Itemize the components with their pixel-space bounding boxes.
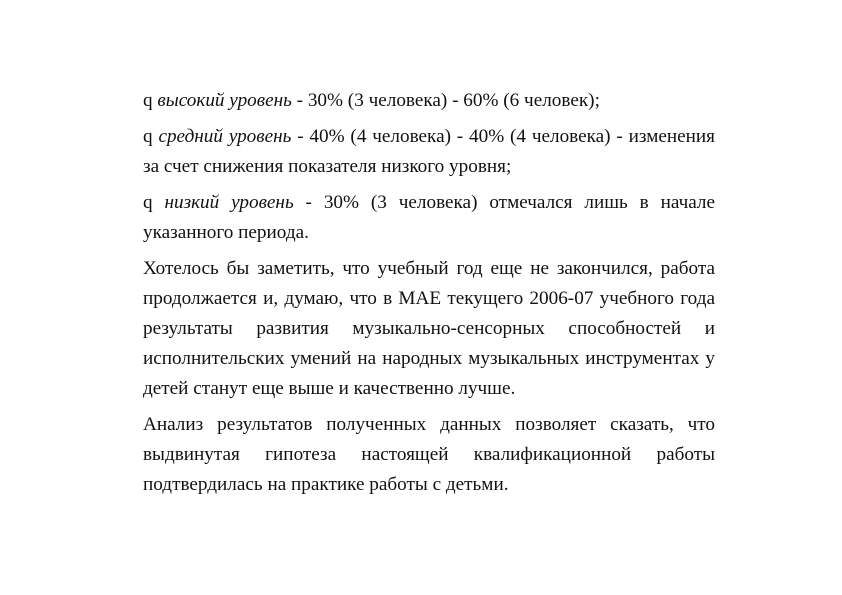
level-term: низкий уровень: [164, 192, 294, 213]
level-term: высокий уровень: [157, 90, 292, 111]
bullet-marker: q: [143, 126, 153, 147]
level-item-medium: [143, 122, 715, 182]
level-text: - 30% (3 человека) - 60% (6 человек);: [291, 90, 600, 111]
level-text: - 40% (4 человека) - 40% (4 человека) - изменения за счет снижения показателя низкого уровня;: [143, 126, 715, 177]
level-item-low: [143, 188, 715, 248]
level-item-high: [143, 86, 715, 116]
document-page: [143, 86, 715, 506]
paragraph-conclusion-1: Хотелось бы заметить, что учебный год еще не закончился, работа продолжается и, думаю, что в МАЕ текущего 2006-07 учебного года результаты развития музыкально-сенсорных способностей и исполнительских умений на народных музыкальных инструментах у детей станут еще выше и качественно лучше.: [143, 258, 715, 399]
level-term: средний уровень: [158, 126, 292, 147]
bullet-marker: q: [143, 90, 153, 111]
bullet-marker: q: [143, 192, 153, 213]
paragraph-conclusion-2: Анализ результатов полученных данных позволяет сказать, что выдвинутая гипотеза настоящей квалификационной работы подтвердилась на практике работы с детьми.: [143, 414, 715, 495]
level-text: - 30% (3 человека) отмечался лишь в начале указанного периода.: [143, 192, 716, 243]
